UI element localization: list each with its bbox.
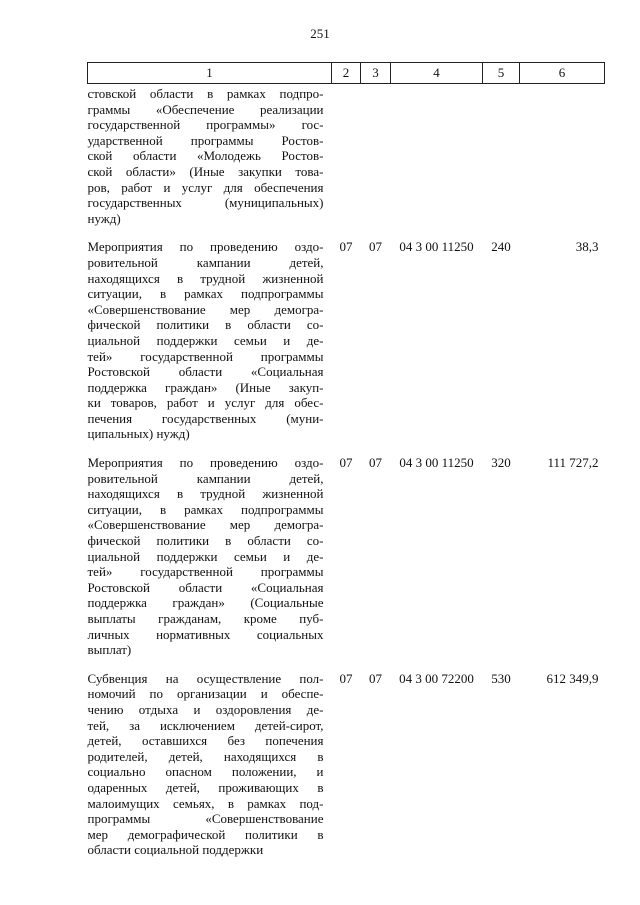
subsection-code: 07 [369,239,382,255]
expense-type-code: 320 [491,455,511,471]
description-line: мер демографической политики в [87,826,324,842]
description-line: фической политики в области со- [87,533,324,549]
description-line: государственной программы» гос- [87,117,324,133]
expense-type-code [483,84,520,240]
column-header-3: 3 [361,63,391,84]
description-line: Мероприятия по проведению оздо- [87,455,324,471]
budget-table [87,62,605,871]
section-code: 07 [339,670,353,686]
amount [520,84,605,240]
description-line: поддержка граждан» (Иные закуп- [87,379,324,395]
expense-type-code: 240 [491,239,511,255]
row-description [88,84,332,240]
description-line: государственных (муниципальных) [87,195,324,211]
description-line: номочий по организации и обеспе- [87,686,324,702]
description-line: печения государственных (муни- [87,410,324,426]
target-article-code: 04 3 00 11250 [399,455,474,471]
table-row [88,455,605,671]
description-line: находящихся в трудной жизненной [87,270,324,286]
description-line: нужд) [87,210,121,226]
column-header-1: 1 [88,63,332,84]
description-line: малоимущих семьях, в рамках под- [87,795,324,811]
amount: 38,3 [575,239,599,255]
table-body [88,84,605,871]
description-line: ки товаров, работ и услуг для обес- [87,395,324,411]
table-row [88,84,605,240]
description-line: ситуации, в рамках подпрограммы [87,286,324,302]
description-line: ров, работ и услуг для обеспечения [87,179,324,195]
description-line: ской области» (Иные закупки това- [87,163,324,179]
description-line: Субвенция на осуществление пол- [87,670,324,686]
target-article-code: 04 3 00 11250 [399,239,474,255]
row-description [88,671,332,871]
description-line: циальной поддержки семьи и де- [87,548,324,564]
description-line: выплаты гражданам, кроме пуб- [87,611,324,626]
description-line: граммы «Обеспечение реализации [87,101,324,117]
column-header-2: 2 [332,63,361,84]
description-line: чению отдыха и оздоровления де- [87,701,324,717]
amount: 111 727,2 [547,455,599,471]
subsection-code: 07 [369,455,382,471]
table-row [88,239,605,455]
description-line: находящихся в трудной жизненной [87,486,324,502]
subsection-code: 07 [369,670,382,686]
description-line: фической политики в области со- [87,317,324,333]
page-number: 251 [310,26,330,41]
description-line: Ростовской области «Социальная [87,579,324,595]
description-line: выплат) [87,642,132,658]
description-line: социально опасном положении, и [87,764,324,780]
row-description [88,455,332,671]
row-description [88,239,332,455]
description-line: детей, оставшихся без попечения [87,733,324,749]
column-header-6: 6 [520,63,605,84]
header-row [88,63,605,84]
description-line: циальной поддержки семьи и де- [87,332,324,348]
target-article-code [391,84,483,240]
section-code: 07 [339,455,353,471]
description-line: ровительной кампании детей, [87,254,324,270]
section-code: 07 [339,239,353,255]
description-line: «Совершенствование мер демогра- [87,301,324,317]
description-line: одаренных детей, проживающих в [87,779,324,795]
description-line: личных нормативных социальных [87,626,324,642]
description-line: ской области «Молодежь Ростов- [87,148,324,164]
subsection-code [361,84,391,240]
amount: 612 349,9 [546,670,599,686]
section-code [332,84,361,240]
table-header [88,63,605,84]
column-header-5: 5 [483,63,520,84]
description-line: ситуации, в рамках подпрограммы [87,501,324,517]
column-header-4: 4 [391,63,483,84]
description-line: Мероприятия по проведению оздо- [87,239,324,255]
description-line: области социальной поддержки [87,842,264,858]
description-line: тей» государственной программы [87,348,324,364]
description-line: Ростовской области «Социальная [87,364,324,380]
description-line: «Совершенствование мер демогра- [87,517,324,533]
description-line: программы «Совершенствование [87,811,324,827]
target-article-code: 04 3 00 72200 [399,670,474,686]
description-line: ровительной кампании детей, [87,470,324,486]
description-line: тей» государственной программы [87,564,324,580]
description-line: ципальных) нужд) [87,426,190,442]
description-line: ударственной программы Ростов- [87,132,324,148]
expense-type-code: 530 [491,670,511,686]
description-line: поддержка граждан» (Социальные [87,595,324,611]
description-line: стовской области в рамках подпро- [87,86,324,101]
table-row [88,671,605,871]
description-line: родителей, детей, находящихся в [87,748,324,764]
description-line: тей, за исключением детей-сирот, [87,717,324,733]
